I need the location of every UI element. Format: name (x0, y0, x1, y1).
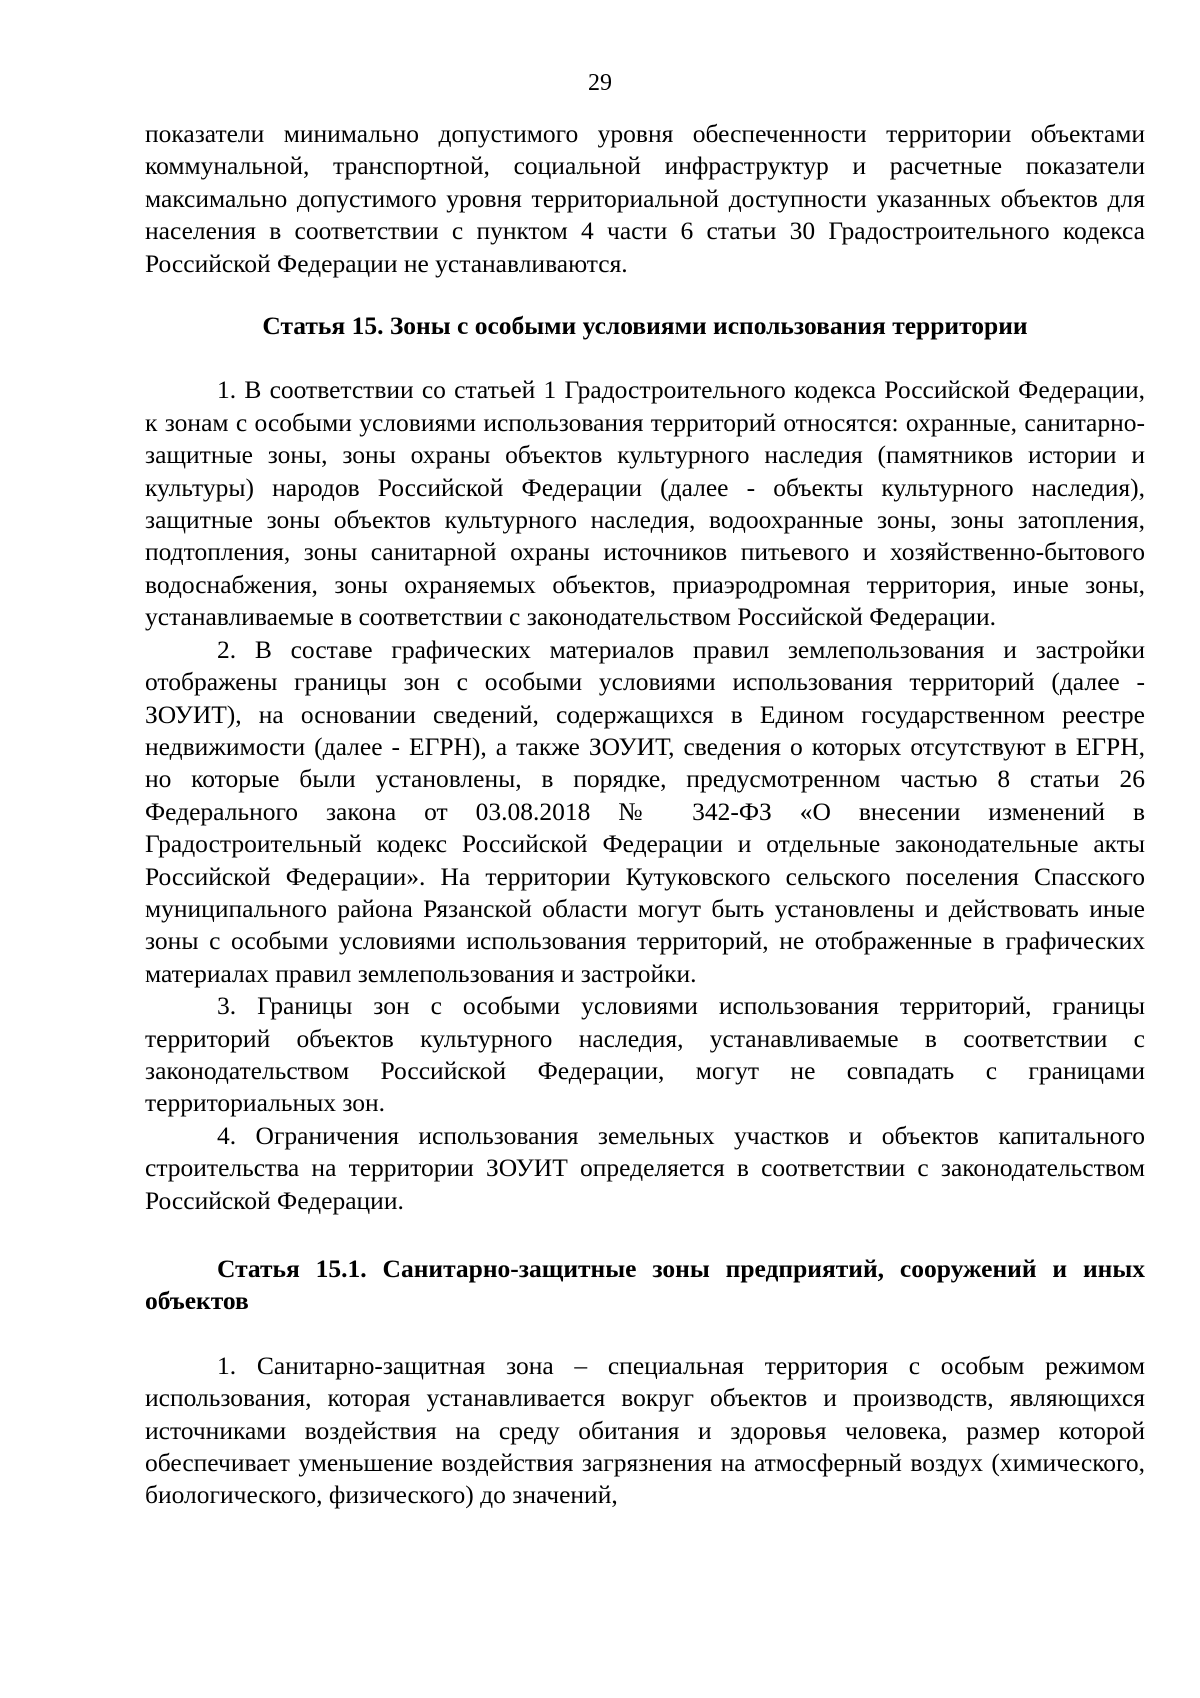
article-15-paragraph-1: 1. В соответствии со статьей 1 Градостроительного кодекса Российской Федерации, к зонам с особыми условиями использования территорий относятся: охранные, санитарно-защитные зоны, зоны охраны объектов культурного наследия (памятников истории и культуры) народов Российской Федерации (далее - объекты культурного наследия), защитные зоны объектов культурного наследия, водоохранные зоны, зоны затопления, подтопления, зоны санитарной охраны источников питьевого и хозяйственно-бытового водоснабжения, зоны охраняемых объектов, приаэродромная территория, иные зоны, устанавливаемые в соответствии с законодательством Российской Федерации. (145, 375, 1145, 632)
article-15-heading: Статья 15. Зоны с особыми условиями использования территории (262, 311, 1028, 341)
intro-paragraph: показатели минимально допустимого уровня обеспеченности территории объектами коммунальной, транспортной, социальной инфраструктур и расчетные показатели максимально допустимого уровня территориальной доступности указанных объектов для населения в соответствии с пунктом 4 части 6 статьи 30 Градостроительного кодекса Российской Федерации не устанавливаются. (145, 119, 1145, 278)
article-15-body (145, 374, 1145, 1217)
page-number: 29 (588, 70, 612, 96)
article-15-paragraph-2: 2. В составе графических материалов правил землепользования и застройки отображены границы зон с особыми условиями использования территорий (далее - ЗОУИТ), на основании сведений, содержащихся в Едином государственном реестре недвижимости (далее - ЕГРН), а также ЗОУИТ, сведения о которых отсутствуют в ЕГРН, но которые были установлены, в порядке, предусмотренном частью 8 статьи 26 Федерального закона от 03.08.2018 № 342-ФЗ «О внесении изменений в Градостроительный кодекс Российской Федерации и отдельные законодательные акты Российской Федерации». На территории Кутуковского сельского поселения Спасского муниципального района Рязанской области могут быть установлены и действовать иные зоны с особыми условиями использования территорий, не отображенные в графических материалах правил землепользования и застройки. (145, 634, 1145, 988)
article-15-1-body (145, 1350, 1145, 1512)
article-15-paragraph-3: 3. Границы зон с особыми условиями использования территорий, границы территорий объектов культурного наследия, устанавливаемые в соответствии с законодательством Российской Федерации, могут не совпадать с границами территориальных зон. (145, 991, 1145, 1118)
page-content (145, 118, 1145, 1512)
article-15-1-heading: Статья 15.1. Санитарно-защитные зоны предприятий, сооружений и иных объектов (145, 1254, 1145, 1316)
article-15-1-paragraph-1: 1. Санитарно-защитная зона – специальная территория с особым режимом использования, которая устанавливается вокруг объектов и производств, являющихся источниками воздействия на среду обитания и здоровья человека, размер которой обеспечивает уменьшение воздействия загрязнения на атмосферный воздух (химического, биологического, физического) до значений, (145, 1350, 1145, 1510)
article-15-paragraph-4: 4. Ограничения использования земельных участков и объектов капитального строительства на территории ЗОУИТ определяется в соответствии с законодательством Российской Федерации. (145, 1120, 1145, 1215)
